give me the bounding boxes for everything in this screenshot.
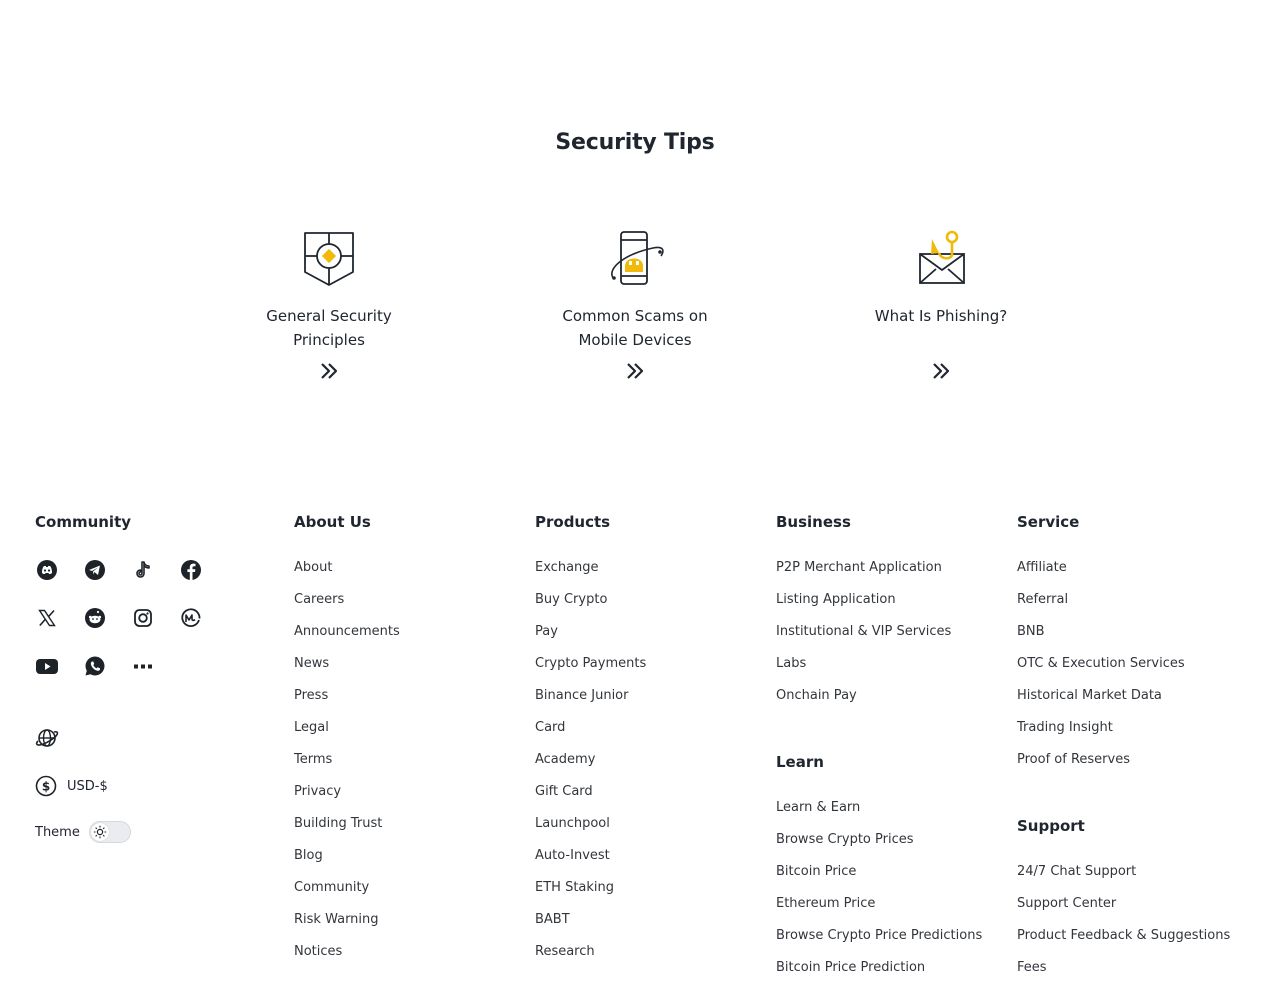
more-icon[interactable]	[131, 654, 155, 678]
learn-links	[776, 792, 982, 984]
footer-link[interactable]: ETH Staking	[535, 880, 615, 895]
footer-link[interactable]: Exchange	[535, 560, 599, 575]
about-heading: About Us	[294, 513, 371, 531]
footer-link[interactable]: Risk Warning	[294, 912, 379, 927]
footer-link[interactable]: Academy	[535, 752, 596, 767]
footer-link[interactable]: Terms	[294, 752, 333, 767]
phishing-envelope-icon	[911, 228, 971, 288]
footer-link[interactable]: Research	[535, 944, 595, 959]
footer-link[interactable]: Pay	[535, 624, 558, 639]
footer-link[interactable]: BABT	[535, 912, 570, 927]
currency-label: USD-$	[67, 778, 108, 794]
footer-products	[535, 512, 646, 968]
footer-link[interactable]: Learn & Earn	[776, 800, 861, 815]
tiktok-icon[interactable]	[131, 558, 155, 582]
dollar-circle-icon	[35, 775, 57, 797]
support-heading: Support	[1017, 817, 1085, 835]
footer-service	[1017, 512, 1230, 984]
whatsapp-icon[interactable]	[83, 654, 107, 678]
footer-about	[294, 512, 400, 968]
tip-label: What Is Phishing?	[874, 307, 1008, 325]
business-links	[776, 552, 982, 712]
footer-link[interactable]: About	[294, 560, 333, 575]
community-heading: Community	[35, 513, 132, 531]
tip-general-security[interactable]	[219, 228, 439, 382]
business-heading: Business	[776, 513, 851, 531]
telegram-icon[interactable]	[83, 558, 107, 582]
footer-link[interactable]: Binance Junior	[535, 688, 629, 703]
shield-icon	[299, 228, 359, 288]
mobile-scam-icon	[605, 228, 665, 288]
globe-icon[interactable]	[35, 726, 59, 750]
tip-phishing[interactable]	[831, 228, 1051, 382]
tip-label: Common Scams on Mobile Devices	[562, 307, 708, 349]
service-heading: Service	[1017, 513, 1080, 531]
footer-link[interactable]: Legal	[294, 720, 329, 735]
footer-link[interactable]: Announcements	[294, 624, 400, 639]
double-chevron-right-icon[interactable]	[930, 360, 952, 382]
footer-link[interactable]: Institutional & VIP Services	[776, 624, 952, 639]
footer-link[interactable]: Card	[535, 720, 566, 735]
footer-link[interactable]: 24/7 Chat Support	[1017, 864, 1137, 879]
footer-link[interactable]: OTC & Execution Services	[1017, 656, 1185, 671]
footer-link[interactable]: Affiliate	[1017, 560, 1067, 575]
footer-link[interactable]: Community	[294, 880, 370, 895]
double-chevron-right-icon[interactable]	[624, 360, 646, 382]
footer-link[interactable]: Privacy	[294, 784, 342, 799]
footer-link[interactable]: Building Trust	[294, 816, 383, 831]
footer-link[interactable]: Blog	[294, 848, 323, 863]
about-links	[294, 552, 400, 968]
reddit-icon[interactable]	[83, 606, 107, 630]
theme-label: Theme	[35, 824, 80, 840]
footer-link[interactable]: Fees	[1017, 960, 1047, 975]
sun-icon	[91, 823, 109, 841]
facebook-icon[interactable]	[179, 558, 203, 582]
discord-icon[interactable]	[35, 558, 59, 582]
footer-link[interactable]: Careers	[294, 592, 345, 607]
footer-link[interactable]: Auto-Invest	[535, 848, 610, 863]
footer-link[interactable]: Press	[294, 688, 329, 703]
youtube-icon[interactable]	[35, 654, 59, 678]
footer-link[interactable]: BNB	[1017, 624, 1045, 639]
footer-link[interactable]: Historical Market Data	[1017, 688, 1162, 703]
footer-link[interactable]: Referral	[1017, 592, 1069, 607]
theme-switch-row	[35, 820, 131, 844]
footer-link[interactable]: Bitcoin Price	[776, 864, 857, 879]
tip-mobile-scams[interactable]	[525, 228, 745, 382]
footer-link[interactable]: Browse Crypto Price Predictions	[776, 928, 983, 943]
footer-link[interactable]: Trading Insight	[1017, 720, 1113, 735]
currency-selector[interactable]	[35, 774, 108, 798]
coinmarketcap-icon[interactable]	[179, 606, 203, 630]
footer-link[interactable]: Launchpool	[535, 816, 610, 831]
svg-text:$: $	[41, 779, 51, 794]
footer-link[interactable]: Onchain Pay	[776, 688, 857, 703]
products-links	[535, 552, 646, 968]
footer-link[interactable]: Support Center	[1017, 896, 1117, 911]
security-tips-title: Security Tips	[555, 130, 715, 155]
footer-link[interactable]: News	[294, 656, 330, 671]
footer-link[interactable]: Browse Crypto Prices	[776, 832, 914, 847]
support-links	[1017, 856, 1230, 984]
products-heading: Products	[535, 513, 611, 531]
footer-link[interactable]: Buy Crypto	[535, 592, 608, 607]
double-chevron-right-icon[interactable]	[318, 360, 340, 382]
x-icon[interactable]	[35, 606, 59, 630]
tip-label: General Security Principles	[266, 307, 392, 349]
footer-link[interactable]: Gift Card	[535, 784, 593, 799]
footer-link[interactable]: Labs	[776, 656, 807, 671]
service-links	[1017, 552, 1230, 776]
theme-toggle[interactable]	[89, 821, 131, 843]
footer-link[interactable]: Proof of Reserves	[1017, 752, 1130, 767]
footer-link[interactable]: Bitcoin Price Prediction	[776, 960, 926, 975]
learn-heading: Learn	[776, 753, 824, 771]
social-icons	[35, 558, 227, 702]
footer-link[interactable]: Ethereum Price	[776, 896, 876, 911]
footer-link[interactable]: Notices	[294, 944, 343, 959]
footer-link[interactable]: Crypto Payments	[535, 656, 647, 671]
footer-link[interactable]: P2P Merchant Application	[776, 560, 942, 575]
footer-business	[776, 512, 982, 984]
footer-link[interactable]: Listing Application	[776, 592, 896, 607]
footer-community	[35, 512, 227, 702]
footer-link[interactable]: Product Feedback & Suggestions	[1017, 928, 1231, 943]
instagram-icon[interactable]	[131, 606, 155, 630]
